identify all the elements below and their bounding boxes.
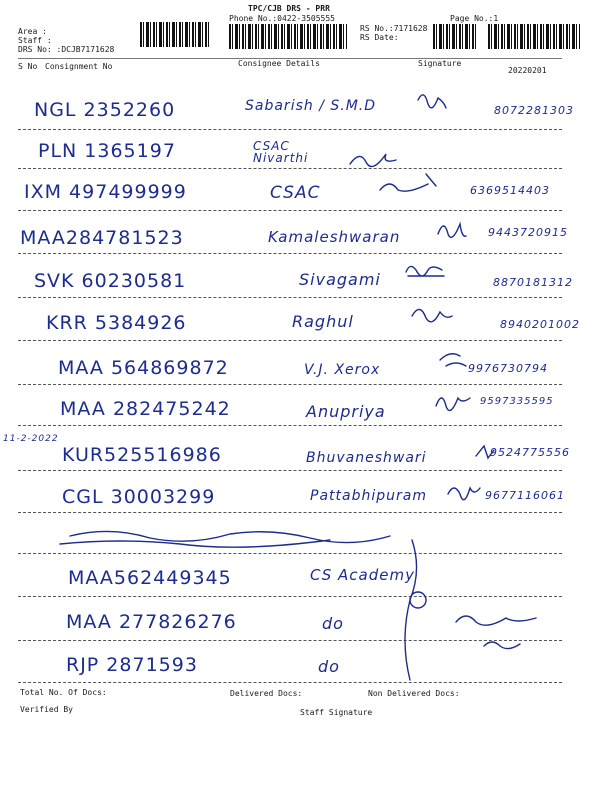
consignment-number: KUR525516986	[62, 444, 222, 466]
consignee-name: Anupriya	[306, 402, 386, 421]
signature-scribble	[412, 309, 452, 321]
staff-signature-label: Staff Signature	[300, 708, 373, 717]
consignee-phone: 9524775556	[490, 446, 570, 459]
consignee-name: do	[322, 614, 344, 633]
signature-scribble	[350, 154, 396, 167]
rs-date: RS Date:	[360, 33, 399, 42]
signature-scribble	[380, 174, 436, 191]
consignment-number: MAA 282475242	[60, 398, 231, 420]
delivered-docs-label: Delivered Docs:	[230, 689, 303, 698]
signature-scribble	[440, 354, 466, 366]
consignment-number: KRR 5384926	[46, 312, 187, 334]
non-delivered-docs-label: Non Delivered Docs:	[368, 689, 460, 698]
signature-scribble	[406, 266, 444, 276]
strikeout-scribble	[60, 531, 390, 547]
signature-scribble	[410, 592, 426, 608]
signature-scribble	[436, 398, 470, 411]
consignee-name: Sivagami	[299, 270, 381, 289]
signature-scribble	[438, 224, 466, 237]
consignee-phone: 9677116061	[485, 489, 565, 502]
consignee-phone: 8870181312	[493, 276, 573, 289]
consignment-number: MAA 277826276	[66, 611, 237, 633]
consignment-number: CGL 30003299	[62, 486, 216, 508]
col-consignment-header: Consignment No	[45, 62, 113, 71]
signature-scribble	[418, 95, 446, 108]
col-sno-header: S No	[18, 62, 38, 71]
connector-line	[405, 540, 417, 680]
signature-scribble	[456, 616, 536, 625]
consignee-phone: 8072281303	[494, 104, 574, 117]
form-title: TPC/CJB DRS - PRR	[248, 4, 330, 13]
consignee-phone: 9597335595	[480, 396, 554, 407]
drs-number: DRS No: :DCJB7171628	[18, 45, 115, 54]
consignment-number: MAA562449345	[68, 567, 232, 589]
consignment-number: IXM 497499999	[24, 181, 187, 203]
consignee-name: Pattabhipuram	[310, 488, 427, 504]
consignee-phone: 6369514403	[470, 184, 550, 197]
consignee-name: Bhuvaneshwari	[306, 450, 427, 466]
col-signature-header: Signature	[418, 59, 462, 68]
area-label: Area :	[18, 27, 47, 36]
total-docs-label: Total No. Of Docs:	[20, 688, 107, 697]
signature-scribble	[448, 488, 480, 500]
margin-date-note: 11-2-2022	[3, 434, 59, 444]
rs-number: RS No.:7171628	[360, 24, 428, 33]
consignment-number: SVK 60230581	[34, 270, 187, 292]
consignee-name: V.J. Xerox	[304, 362, 381, 378]
page-number: Page No.:1	[450, 14, 499, 23]
consignee-name: CSAC	[270, 183, 321, 203]
phone-number: Phone No.:0422-3505555	[229, 14, 335, 23]
date-code: 20220201	[508, 66, 547, 75]
consignee-name: do	[318, 657, 340, 676]
consignee-phone: 9443720915	[488, 226, 568, 239]
signature-scribble	[476, 446, 494, 458]
consignment-number: NGL 2352260	[34, 99, 176, 121]
consignee-name: CS Academy	[310, 566, 415, 584]
consignment-number: PLN 1365197	[38, 140, 176, 162]
verified-by-label: Verified By	[20, 705, 73, 714]
consignment-number: RJP 2871593	[66, 654, 198, 676]
consignee-name: Sabarish / S.M.D	[245, 98, 377, 114]
consignee-name: Raghul	[292, 312, 354, 331]
staff-label: Staff :	[18, 36, 52, 45]
signature-scribble	[484, 642, 520, 649]
consignee-name: CSAC Nivarthi	[253, 139, 309, 165]
col-consignee-header: Consignee Details	[238, 59, 320, 68]
consignment-number: MAA284781523	[20, 227, 184, 249]
consignee-phone: 8940201002	[500, 318, 580, 331]
consignee-phone: 9976730794	[468, 362, 548, 375]
consignment-number: MAA 564869872	[58, 357, 229, 379]
consignee-name: Kamaleshwaran	[268, 228, 401, 246]
